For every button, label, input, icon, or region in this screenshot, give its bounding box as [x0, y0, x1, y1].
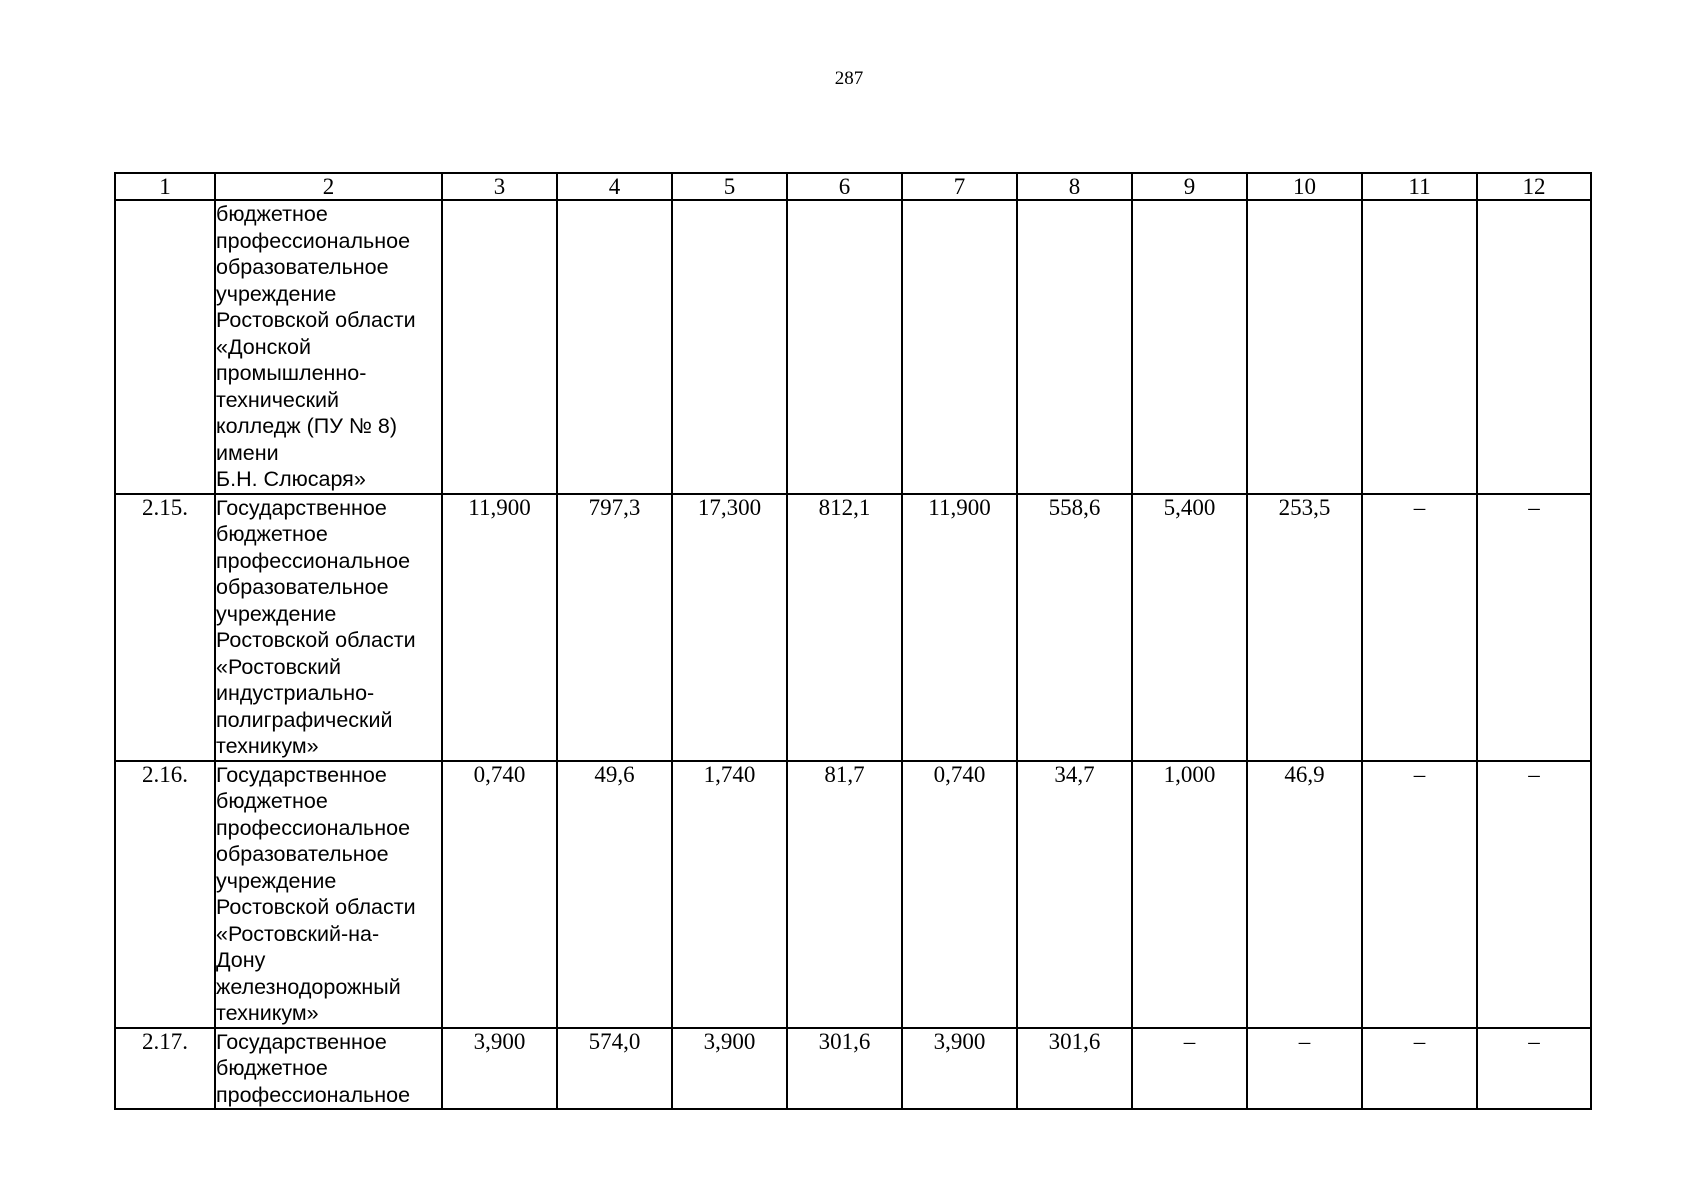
name-line: учреждение: [216, 868, 337, 893]
name-line: Дону: [216, 948, 266, 972]
row-value-col-9: 1,000: [1132, 761, 1247, 1028]
row-value-col-7: 11,900: [902, 494, 1017, 761]
name-line: полиграфический: [216, 707, 393, 732]
table-row: [115, 1028, 1591, 1110]
name-line: профессиональное: [216, 815, 411, 840]
row-institution-name: [215, 761, 442, 1028]
name-line: Ростовской области: [216, 895, 416, 919]
name-line: бюджетное: [216, 1056, 328, 1080]
row-value-col-12: –: [1477, 494, 1591, 761]
name-line: бюджетное: [216, 522, 328, 546]
row-value-col-8: 34,7: [1017, 761, 1132, 1028]
row-institution-name: [215, 494, 442, 761]
name-line: «Ростовский: [216, 654, 341, 679]
name-line: учреждение: [216, 601, 337, 626]
column-header: 5: [672, 173, 787, 200]
column-header: 11: [1362, 173, 1477, 200]
row-value-col-6: [787, 200, 902, 494]
row-value-col-5: 17,300: [672, 494, 787, 761]
name-line: профессиональное: [216, 548, 411, 573]
column-header: 8: [1017, 173, 1132, 200]
row-value-col-11: –: [1362, 761, 1477, 1028]
name-line: промышленно-: [216, 361, 367, 385]
row-institution-name: [215, 1028, 442, 1110]
row-value-col-9: –: [1132, 1028, 1247, 1110]
column-header: 6: [787, 173, 902, 200]
row-value-col-3: [442, 200, 557, 494]
name-line: Ростовской области: [216, 308, 416, 332]
name-line: бюджетное: [216, 789, 328, 813]
row-value-col-11: –: [1362, 494, 1477, 761]
row-value-col-12: [1477, 200, 1591, 494]
row-number: 2.17.: [115, 1028, 215, 1110]
row-institution-name: [215, 200, 442, 494]
row-value-col-10: –: [1247, 1028, 1362, 1110]
row-value-col-3: 3,900: [442, 1028, 557, 1110]
row-value-col-11: –: [1362, 1028, 1477, 1110]
column-header: 7: [902, 173, 1017, 200]
row-value-col-5: 1,740: [672, 761, 787, 1028]
row-value-col-3: 0,740: [442, 761, 557, 1028]
row-value-col-5: [672, 200, 787, 494]
column-header: 12: [1477, 173, 1591, 200]
name-line: Ростовской области: [216, 628, 416, 652]
row-number: 2.16.: [115, 761, 215, 1028]
name-line: индустриально-: [216, 681, 375, 705]
name-line: образовательное: [216, 255, 389, 279]
row-value-col-4: 49,6: [557, 761, 672, 1028]
name-line: «Ростовский-на-: [216, 921, 380, 946]
row-value-col-4: 797,3: [557, 494, 672, 761]
table-header-row: [115, 173, 1591, 200]
name-line: «Донской: [216, 334, 311, 359]
row-value-col-6: 812,1: [787, 494, 902, 761]
name-line: Государственное: [216, 495, 387, 520]
column-header: 3: [442, 173, 557, 200]
row-value-col-7: [902, 200, 1017, 494]
name-line: Государственное: [216, 762, 387, 787]
name-line: техникум»: [216, 734, 319, 758]
column-header: 2: [215, 173, 442, 200]
row-value-col-4: 574,0: [557, 1028, 672, 1110]
name-line: образовательное: [216, 575, 389, 599]
row-value-col-9: [1132, 200, 1247, 494]
row-value-col-4: [557, 200, 672, 494]
name-line: профессиональное: [216, 228, 411, 253]
row-value-col-8: 558,6: [1017, 494, 1132, 761]
row-value-col-9: 5,400: [1132, 494, 1247, 761]
name-line: техникум»: [216, 1001, 319, 1025]
row-value-col-7: 0,740: [902, 761, 1017, 1028]
table-row: [115, 494, 1591, 761]
name-line: имени: [216, 440, 279, 465]
row-value-col-5: 3,900: [672, 1028, 787, 1110]
row-value-col-6: 301,6: [787, 1028, 902, 1110]
table-body: [115, 173, 1591, 1109]
row-value-col-7: 3,900: [902, 1028, 1017, 1110]
column-header: 1: [115, 173, 215, 200]
table-row: [115, 761, 1591, 1028]
column-header: 10: [1247, 173, 1362, 200]
row-value-col-10: 46,9: [1247, 761, 1362, 1028]
name-line: Государственное: [216, 1029, 387, 1054]
column-header: 9: [1132, 173, 1247, 200]
name-line: образовательное: [216, 842, 389, 866]
name-line: Б.Н. Слюсаря»: [216, 467, 366, 491]
name-line: колледж (ПУ № 8): [216, 414, 398, 438]
row-number: [115, 200, 215, 494]
column-header: 4: [557, 173, 672, 200]
name-line: технический: [216, 387, 340, 412]
name-line: бюджетное: [216, 202, 328, 226]
row-value-col-12: –: [1477, 761, 1591, 1028]
row-number: 2.15.: [115, 494, 215, 761]
name-line: железнодорожный: [216, 974, 401, 999]
row-value-col-11: [1362, 200, 1477, 494]
row-value-col-8: [1017, 200, 1132, 494]
row-value-col-6: 81,7: [787, 761, 902, 1028]
table-row: [115, 200, 1591, 494]
data-table: [114, 172, 1592, 1110]
row-value-col-8: 301,6: [1017, 1028, 1132, 1110]
row-value-col-10: [1247, 200, 1362, 494]
row-value-col-3: 11,900: [442, 494, 557, 761]
name-line: профессиональное: [216, 1082, 411, 1107]
page-number: 287: [834, 68, 864, 89]
row-value-col-12: –: [1477, 1028, 1591, 1110]
name-line: учреждение: [216, 281, 337, 306]
row-value-col-10: 253,5: [1247, 494, 1362, 761]
